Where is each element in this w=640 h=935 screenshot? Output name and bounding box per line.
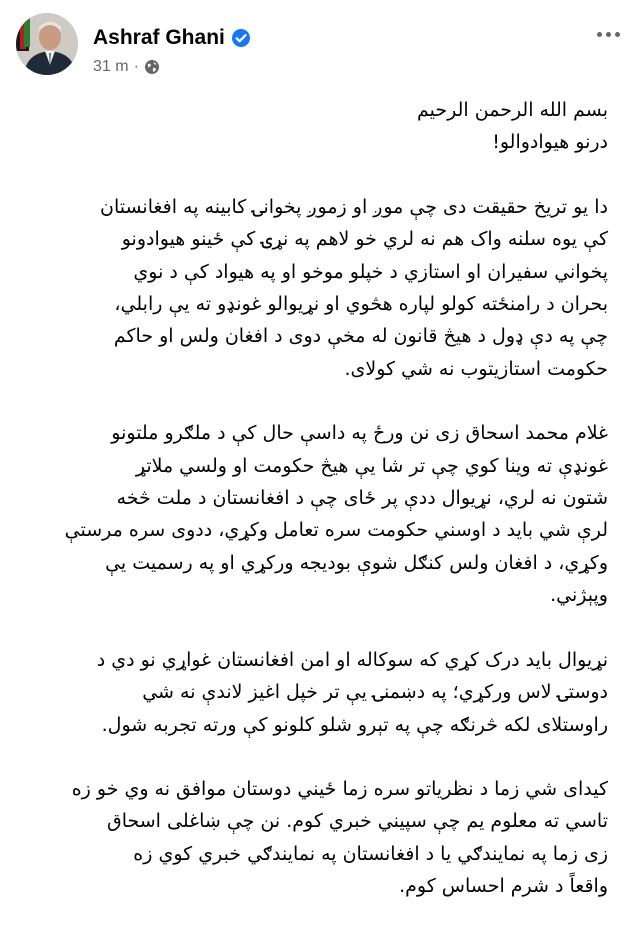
post-text-line: واقعاً د شرم احساس کوم. xyxy=(399,875,608,898)
meta-separator: · xyxy=(133,58,139,75)
post-text-line: تاسي ته معلوم یم چې سپیني خبري کوم. نن چې ښاغلی اسحاق xyxy=(106,810,608,833)
post-text-line: پخواني سفیران او استازي د خپلو موخو او په هیواد کې د نوي xyxy=(133,260,608,283)
post-text-line: دا یو تریخ حقیقت دی چې موږ او زموږ پخوانۍ کابینه په افغانستان xyxy=(99,195,608,218)
more-options-icon xyxy=(615,32,620,37)
post-text-line: وپېژني. xyxy=(550,584,608,607)
globe-icon[interactable] xyxy=(144,59,160,75)
post-text-line: کې یوه سلنه واک هم نه لري خو لاهم په نړۍ کې ځینو هیوادونو xyxy=(121,228,608,251)
post-text-line: راوستلای لکه څرنګه چې په تېرو شلو کلونو کې ورته تجربه شول. xyxy=(101,713,608,736)
post-text-line: دوستۍ لاس ورکړي؛ په دښمنۍ یې تر خپل اغیز لاندې نه شي xyxy=(142,681,608,704)
post-timestamp[interactable]: 31 m xyxy=(93,58,129,75)
post-text-line: غونډې ته وینا کوي چې تر شا یې هیڅ حکومت او ولسي ملاتړ xyxy=(135,454,608,477)
post-meta xyxy=(93,58,160,76)
post-text-line: غلام محمد اسحاق زی نن ورځ په داسې حال کې د ملګرو ملتونو xyxy=(111,422,608,445)
post-text-line: نړیوال باید درک کړي که سوکاله او امن افغانستان غواړي نو دي د xyxy=(96,648,608,671)
post-text-line: درنو هیوادوالو! xyxy=(492,131,608,154)
more-options-icon xyxy=(597,32,602,37)
post-paragraph xyxy=(36,773,608,903)
post-paragraph xyxy=(36,417,608,611)
post-text-line: حکومت استازیتوب نه شي کولای. xyxy=(344,357,608,380)
post-text-line: زی زما په نمایندګي یا د افغانستان په نمایندګي خبري کوي زه xyxy=(133,842,608,865)
post-text-line: بسم الله الرحمن الرحیم xyxy=(417,99,608,121)
more-options-icon xyxy=(606,32,611,37)
post-text-line: چې په دې ډول د هیڅ قانون له مخې دوی د افغان ولس او حاکم xyxy=(113,325,608,348)
avatar[interactable] xyxy=(16,13,78,75)
post-text-line: کیدای شي زما د نظریاتو سره زما ځیني دوستان موافق نه وي خو زه xyxy=(71,777,608,800)
post-text-line: شتون نه لري، نړیوال ددې پر ځای چې د افغانستان د ملت څخه xyxy=(116,487,608,510)
post-text-line: لرې شي باید د اوسني حکومت سره تعامل وکړي، ددوی سره مرستې xyxy=(64,519,608,542)
post-paragraph xyxy=(36,191,608,385)
post-text-line: وکړي، د افغان ولس کنګل شوې بودیجه ورکړي او په رسمیت یې xyxy=(105,551,608,574)
avatar-photo xyxy=(16,13,78,75)
author-row xyxy=(93,26,251,50)
post-text xyxy=(36,94,608,935)
author-name[interactable]: Ashraf Ghani xyxy=(93,26,225,49)
post-paragraph xyxy=(36,94,608,159)
post-paragraph xyxy=(36,644,608,741)
post-header xyxy=(0,0,640,90)
verified-badge-icon xyxy=(231,28,251,48)
more-options-button[interactable] xyxy=(590,20,626,48)
post-text-line: بحران د رامنځته کولو لپاره هڅوي او نړیوالو غونډو ته یې رابلي، xyxy=(114,293,608,316)
